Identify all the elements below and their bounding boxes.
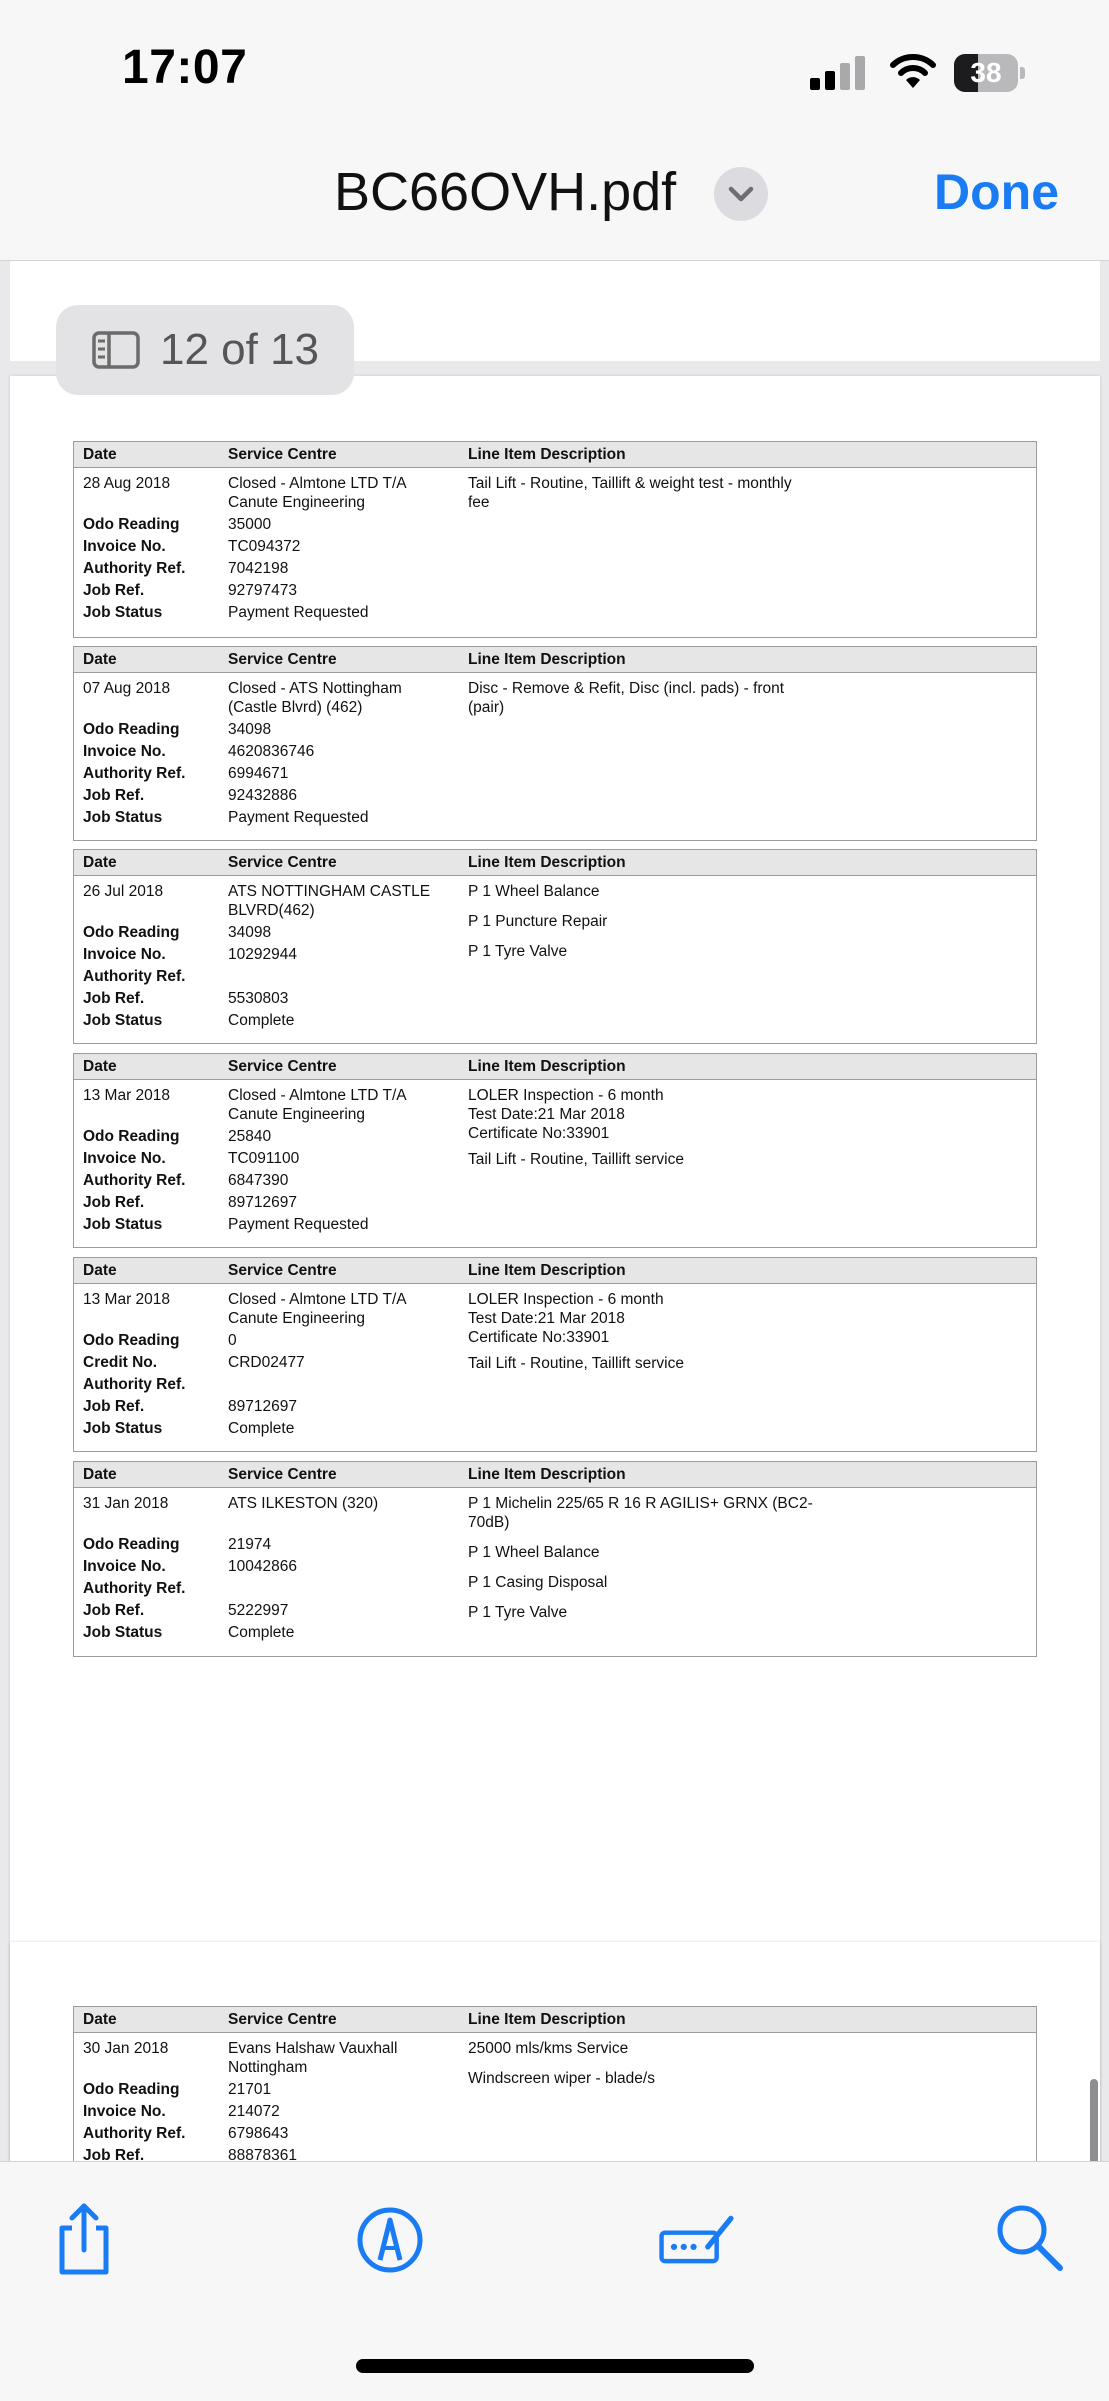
service-centre: Canute Engineering [228,494,366,511]
service-centre: Closed - Almtone LTD T/A [228,1291,407,1308]
line-item-header: Line Item Description [468,2011,626,2028]
line-item: P 1 Wheel Balance [468,1544,600,1561]
field-label: Invoice No. [83,743,166,760]
service-record [73,1053,1037,1248]
field-label: Authority Ref. [83,2125,186,2142]
service-centre: Evans Halshaw Vauxhall [228,2040,398,2057]
line-item-header: Line Item Description [468,854,626,871]
field-value: Complete [228,1012,295,1029]
record-date: 07 Aug 2018 [83,680,171,697]
field-label: Authority Ref. [83,1376,186,1393]
field-value: 6798643 [228,2125,289,2142]
done-button[interactable]: Done [934,164,1059,220]
field-label: Job Status [83,1624,163,1641]
record-header [74,1054,1036,1080]
service-record [73,441,1037,638]
line-item: fee [468,494,490,511]
line-item: LOLER Inspection - 6 month [468,1291,664,1308]
field-label: Job Ref. [83,2147,145,2161]
field-value: 25840 [228,1128,272,1145]
record-date: 28 Aug 2018 [83,475,171,492]
field-label: Invoice No. [83,1558,166,1575]
field-label: Invoice No. [83,2103,166,2120]
field-value: 10292944 [228,946,297,963]
record-header [74,442,1036,468]
service-record [73,646,1037,841]
field-label: Odo Reading [83,1332,180,1349]
line-item-header: Line Item Description [468,1466,626,1483]
record-date: 31 Jan 2018 [83,1495,169,1512]
field-label: Job Ref. [83,582,145,599]
field-label: Job Ref. [83,1194,145,1211]
line-item: LOLER Inspection - 6 month [468,1087,664,1104]
service-centre-header: Service Centre [228,446,337,463]
date-header: Date [83,1262,117,1279]
line-item: Certificate No:33901 [468,1125,610,1142]
field-label: Job Ref. [83,1602,145,1619]
field-label: Odo Reading [83,516,180,533]
service-centre-header: Service Centre [228,1262,337,1279]
record-header [74,850,1036,876]
line-item: Test Date:21 Mar 2018 [468,1310,625,1327]
record-date: 13 Mar 2018 [83,1087,171,1104]
service-centre-header: Service Centre [228,1058,337,1075]
field-value: 0 [228,1332,237,1349]
page-indicator-text: 12 of 13 [160,325,320,374]
title-menu-button[interactable] [714,167,768,221]
field-label: Odo Reading [83,2081,180,2098]
field-value: 89712697 [228,1194,297,1211]
service-centre: BLVRD(462) [228,902,315,919]
field-label: Odo Reading [83,924,180,941]
record-header [74,1258,1036,1284]
chevron-down-icon [714,167,768,221]
field-label: Invoice No. [83,946,166,963]
line-item: P 1 Wheel Balance [468,883,600,900]
line-item: Tail Lift - Routine, Taillift service [468,1355,684,1372]
service-record [73,2006,1037,2161]
field-label: Job Status [83,604,163,621]
line-item-header: Line Item Description [468,1058,626,1075]
cellular-signal-icon [810,56,866,90]
date-header: Date [83,854,117,871]
field-label: Odo Reading [83,1128,180,1145]
line-item: 70dB) [468,1514,510,1531]
page-indicator[interactable] [56,305,354,395]
field-value: Payment Requested [228,1216,369,1233]
line-item: P 1 Tyre Valve [468,1604,568,1621]
line-item: P 1 Casing Disposal [468,1574,608,1591]
clock: 17:07 [122,41,248,94]
field-value: 5530803 [228,990,289,1007]
record-date: 30 Jan 2018 [83,2040,169,2057]
field-value: 92432886 [228,787,297,804]
share-icon[interactable] [44,2198,124,2278]
field-value: 35000 [228,516,272,533]
battery-icon [954,54,1026,92]
record-header [74,2007,1036,2033]
field-value: 89712697 [228,1398,297,1415]
field-label: Odo Reading [83,1536,180,1553]
line-item: Certificate No:33901 [468,1329,610,1346]
field-value: 21701 [228,2081,272,2098]
field-value: 34098 [228,721,272,738]
search-icon[interactable] [990,2198,1070,2278]
service-centre: Closed - Almtone LTD T/A [228,1087,407,1104]
field-label: Authority Ref. [83,765,186,782]
service-centre: ATS ILKESTON (320) [228,1495,379,1512]
field-value: Payment Requested [228,604,369,621]
line-item-header: Line Item Description [468,651,626,668]
signature-icon[interactable] [658,2198,738,2278]
scrollbar[interactable] [1090,2079,1098,2161]
date-header: Date [83,651,117,668]
field-value: TC094372 [228,538,301,555]
field-label: Odo Reading [83,721,180,738]
wifi-icon [890,52,936,90]
line-item: Test Date:21 Mar 2018 [468,1106,625,1123]
status-bar [0,0,1109,135]
service-centre: Canute Engineering [228,1310,366,1327]
line-item: Disc - Remove & Refit, Disc (incl. pads) - front [468,680,785,697]
service-centre-header: Service Centre [228,1466,337,1483]
service-record [73,1461,1037,1657]
line-item-header: Line Item Description [468,1262,626,1279]
service-centre: Closed - Almtone LTD T/A [228,475,407,492]
field-value: 10042866 [228,1558,297,1575]
service-centre: (Castle Blvrd) (462) [228,699,363,716]
date-header: Date [83,2011,117,2028]
field-value: 6994671 [228,765,289,782]
date-header: Date [83,1058,117,1075]
service-centre: Nottingham [228,2059,308,2076]
field-label: Job Ref. [83,1398,145,1415]
line-item: Tail Lift - Routine, Taillift service [468,1151,684,1168]
service-record [73,849,1037,1044]
field-value: Payment Requested [228,809,369,826]
field-value: 21974 [228,1536,272,1553]
field-value: 4620836746 [228,743,315,760]
line-item: P 1 Michelin 225/65 R 16 R AGILIS+ GRNX (BC2- [468,1495,813,1512]
service-centre-header: Service Centre [228,854,337,871]
service-record [73,1257,1037,1452]
date-header: Date [83,1466,117,1483]
field-value: 214072 [228,2103,280,2120]
field-value: Complete [228,1420,295,1437]
field-value: 5222997 [228,1602,289,1619]
field-value: 92797473 [228,582,297,599]
service-centre: ATS NOTTINGHAM CASTLE [228,883,431,900]
field-value: CRD02477 [228,1354,305,1371]
service-centre-header: Service Centre [228,651,337,668]
field-label: Invoice No. [83,1150,166,1167]
line-item: Tail Lift - Routine, Taillift & weight test - monthly [468,475,792,492]
line-item: P 1 Tyre Valve [468,943,568,960]
field-value: Complete [228,1624,295,1641]
field-label: Credit No. [83,1354,158,1371]
field-label: Job Status [83,1012,163,1029]
record-date: 13 Mar 2018 [83,1291,171,1308]
field-label: Authority Ref. [83,560,186,577]
line-item: Windscreen wiper - blade/s [468,2070,655,2087]
line-item: 25000 mls/kms Service [468,2040,629,2057]
field-label: Job Status [83,809,163,826]
date-header: Date [83,446,117,463]
field-value: 7042198 [228,560,289,577]
line-item: (pair) [468,699,505,716]
field-label: Job Status [83,1216,163,1233]
home-indicator[interactable] [356,2359,754,2373]
navigation-bar [0,135,1109,261]
field-label: Invoice No. [83,538,166,555]
record-date: 26 Jul 2018 [83,883,164,900]
line-item-header: Line Item Description [468,446,626,463]
service-centre: Closed - ATS Nottingham [228,680,402,697]
markup-icon[interactable] [350,2198,430,2278]
field-value: 6847390 [228,1172,289,1189]
field-value: 34098 [228,924,272,941]
field-value: 88878361 [228,2147,297,2161]
battery-percentage: 38 [970,57,1002,88]
field-label: Authority Ref. [83,1172,186,1189]
field-value: TC091100 [228,1150,300,1167]
pdf-viewer[interactable] [0,261,1109,2161]
field-label: Job Status [83,1420,163,1437]
field-label: Job Ref. [83,787,145,804]
line-item: P 1 Puncture Repair [468,913,608,930]
field-label: Job Ref. [83,990,145,1007]
service-centre: Canute Engineering [228,1106,366,1123]
field-label: Authority Ref. [83,968,186,985]
record-header [74,647,1036,673]
service-centre-header: Service Centre [228,2011,337,2028]
record-header [74,1462,1036,1488]
document-title[interactable]: BC66OVH.pdf [334,162,677,222]
field-label: Authority Ref. [83,1580,186,1597]
sidebar-icon [92,331,140,369]
